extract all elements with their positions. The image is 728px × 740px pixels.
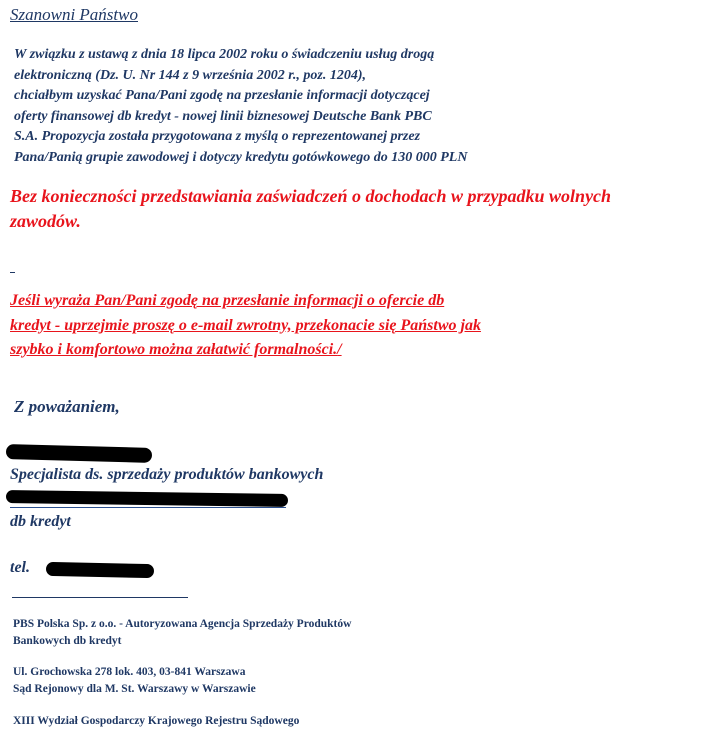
offer-line: Bez konieczności przedstawiania zaświadczeń o dochodach w przypadku wolnych [10,186,612,206]
telephone-label: tel. [10,559,30,576]
intro-line: W związku z ustawą z dnia 18 lipca 2002 roku o świadczeniu usług drogą [14,47,435,62]
request-paragraph [10,289,481,363]
stray-mark [10,272,15,273]
footer-registry-block [13,713,299,730]
footer-line: PBS Polska Sp. z o.o. - Autoryzowana Agencja Sprzedaży Produktów [13,618,352,630]
redacted-telephone [46,562,154,578]
request-line: szybko i komfortowo można załatwić formalności. [10,341,338,358]
footer-company-block [13,616,351,650]
signature-role: Specjalista ds. sprzedaży produktów bankowych [10,466,324,483]
intro-line: chciałbym uzyskać Pana/Pani zgodę na przesłanie informacji dotyczącej [14,88,430,104]
signature-company: db kredyt [10,513,71,530]
offer-line: zawodów. [10,210,81,231]
intro-line: elektroniczną (Dz. U. Nr 144 z 9 września 2002 r., poz. 1204), [14,67,366,83]
closing: Z poważaniem, [14,397,120,416]
request-suffix: / [337,341,342,358]
footer-address-block [13,664,256,698]
footer-line: Ul. Grochowska 278 lok. 403, 03-841 Warszawa [13,666,246,678]
footer-line: Sąd Rejonowy dla M. St. Warszawy w Warszawie [13,683,256,695]
greeting: Szanowni Państwo [10,5,138,24]
intro-line: Pana/Panią grupie zawodowej i dotyczy kredytu gotówkowego do 130 000 PLN [14,149,468,165]
email-link-underline [10,507,286,508]
footer-line: XIII Wydział Gospodarczy Krajowego Rejestru Sądowego [13,715,300,727]
redacted-name [6,444,152,463]
footer-line: Bankowych db kredyt [13,635,122,647]
request-line: Jeśli wyraża Pan/Pani zgodę na przesłanie informacji o ofercie db [10,292,445,309]
intro-paragraph [14,45,467,169]
intro-line: S.A. Propozycja została przygotowana z myślą o reprezentowanej przez [14,129,421,145]
intro-line: oferty finansowej db kredyt - nowej linii biznesowej Deutsche Bank PBC [14,108,432,124]
offer-highlight [10,184,611,233]
redacted-email-link[interactable] [6,490,288,507]
footer-divider [12,597,188,598]
request-line: kredyt - uprzejmie proszę o e-mail zwrotny, przekonacie się Państwo jak [10,316,481,334]
